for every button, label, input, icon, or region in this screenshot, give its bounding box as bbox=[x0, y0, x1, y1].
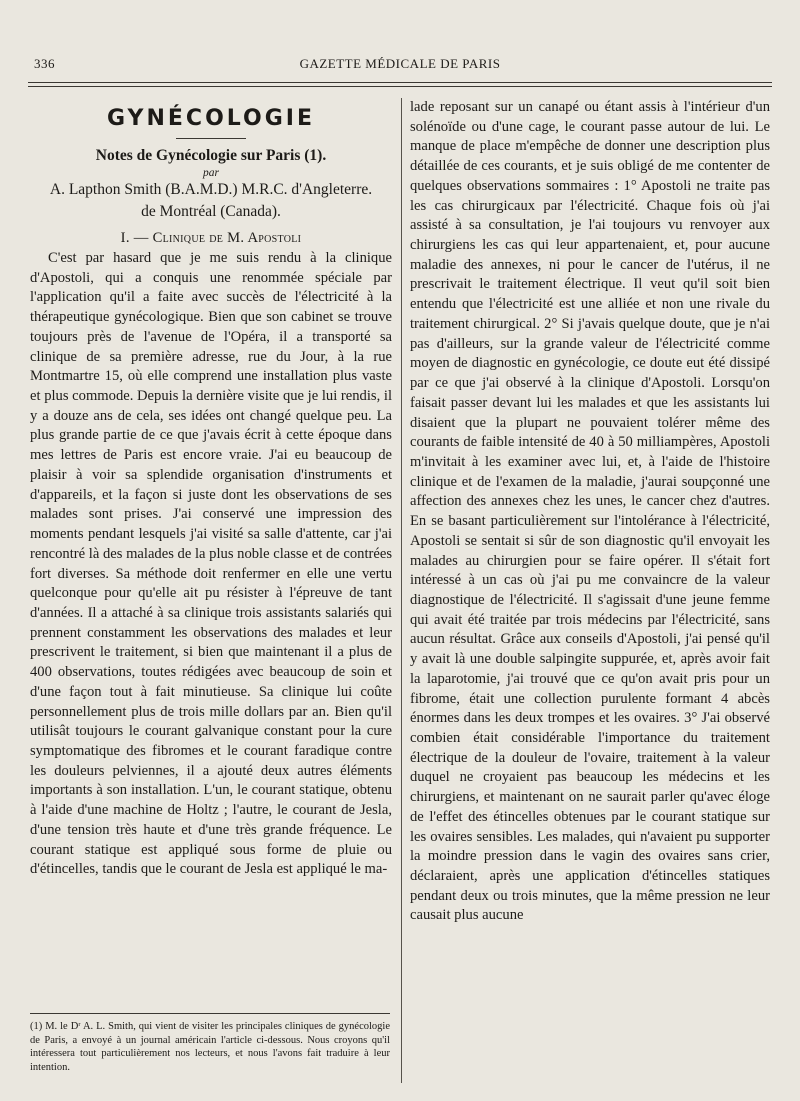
header-rule bbox=[28, 82, 772, 83]
footnote: (1) M. le Dʳ A. L. Smith, qui vient de visiter les principales cliniques de gynécologie de Paris, a envoyé à un journal américain l'article ci-dessous. Nous croyons qu'il intéressera tout particulièrement nos lecteurs, et nous l'avons fait traduire à leur intention. bbox=[30, 1021, 390, 1073]
column-divider bbox=[401, 98, 402, 1083]
header-rule-double bbox=[28, 86, 772, 87]
author-affiliation: de Montréal (Canada). bbox=[141, 203, 281, 220]
footnote-rule bbox=[30, 1013, 390, 1014]
page-number: 336 bbox=[34, 56, 55, 71]
article-author: A. Lapthon Smith (B.A.M.D.) M.R.C. d'Angleterre. bbox=[49, 181, 373, 198]
subsection-heading: I. — Clinique de M. Apostoli bbox=[120, 230, 302, 246]
section-heading: GYNÉCOLOGIE bbox=[106, 106, 315, 131]
body-paragraph-left: C'est par hasard que je me suis rendu à la clinique d'Apostoli, qui a conquis une renommée spéciale par l'application qu'il a faite avec succès de l'électricité à la thérapeutique gynécologique. Bien que son cabinet se trouve toujours près de l'avenue de l'Opéra, il a transporté sa clinique de sa première adresse, rue du Jour, à la rue Montmartre 15, où elle comprend une installation plus vaste et plus commode. Depuis la dernière visite que je lui rendis, il y a douze ans de cela, ses idées ont changé quelque peu. La plus grande partie de ce que j'avais écrit à cette époque dans mes lettres de Paris est encore vraie. J'ai eu beaucoup de plaisir à voir sa splendide organisation d'instruments et d'appareils, et la façon si juste dont les observations de ses malades sont prises. J'ai conservé une impression des moments pendant lesquels j'ai visité sa salle d'attente, car j'ai rencontré là des malades de la plus noble classe et de contrées fort diverses. Sa méthode doit renfermer en elle une vertu quelconque pour qu'elle ait pu résister à l'épreuve de tant d'années. Il a attaché à sa clinique trois assistants salariés qui prennent constamment les observations des malades et leur prescrivent le traitement, si bien que maintenant il a plus de 400 observations, toutes rédigées avec beaucoup de soin et d'une façon tout à fait minutieuse. Sa clinique lui coûte personnellement plus de trois mille dollars par an. Bien qu'il utilisât toujours le courant galvanique constant pour la cure symptomatique des fibromes et le courant faradique contre les douleurs pelviennes, il a ajouté deux autres éléments importants à son installation. L'un, le courant statique, obtenu à l'aide d'une machine de Holtz ; l'autre, le courant de Jesla, d'une tension très haute et d'une très grande fréquence. Le courant statique est appliqué sous forme de pluie ou d'étincelles, tandis que le courant de Jesla est appliqué le ma- bbox=[30, 250, 392, 878]
journal-title: GAZETTE MÉDICALE DE PARIS bbox=[299, 56, 501, 71]
running-head bbox=[34, 56, 766, 76]
right-column bbox=[410, 98, 770, 926]
left-column bbox=[30, 98, 392, 880]
article-title: Notes de Gynécologie sur Paris (1). bbox=[95, 147, 327, 164]
body-paragraph-right: lade reposant sur un canapé ou étant assis à l'intérieur d'un solénoïde ou d'une cage, le courant passe autour de lui. Le manque de place m'empêche de donner une description plus détaillée de ces courants, et je suis obligé de me contenter de quelques observations sommaires : 1° Apostoli ne traite pas les cas chirurgicaux par l'électricité. Chaque fois où j'ai assisté à sa consultation, je l'ai toujours vu renvoyer aux chirurgiens les cas qui leur appartenaient, et, pour aucune maladie des annexes, ni pour le cancer de l'utérus, il ne prescrivait le traitement électrique. Il veut qu'il soit bien entendu que l'électricité est une alliée et non une rivale du traitement chirurgical. 2° Si j'avais quelque doute, que je n'ai pas d'ailleurs, sur la grande valeur de l'électricité comme moyen de diagnostic en gynécologie, ce doute eut été dissipé par ce que j'ai observé à la clinique d'Apostoli. Lorsqu'on faisait passer devant lui les malades et que les assistants lui disaient que la plupart ne pouvaient tolérer même des courants de faible intensité de 40 à 50 milliampères, Apostoli m'invitait à les examiner avec lui, et, à l'aide de l'histoire clinique et de l'examen de la maladie, j'aurai soupçonné une affection des annexes chez les unes, le cancer chez d'autres. En se basant particulièrement sur l'intolérance à l'électricité, Apostoli se sentait si sûr de son diagnostic qu'il envoyait les malades au chirurgien pour se faire opérer. Il s'était fort intéressé à un cas où j'ai pu me convaincre de la valeur diagnostique de l'électricité. Il s'agissait d'une jeune femme qui avait été traitée par trois médecins par l'électricité, sans aucun résultat. Grâce aux conseils d'Apostoli, j'ai pensé qu'il y avait là une double salpingite suppurée, et, après avoir fait la laparotomie, j'ai trouvé que ce qu'on avait pris pour un fibrome, était une collection purulente formant 4 abcès énormes dans les deux trompes et les ovaires. 3° J'ai observé combien était considérable l'importance du traitement électrique de la douleur de l'ovaire, traitement à la valeur duquel ne croyaient pas beaucoup les médecins et les chirurgiens, et maintenant on ne saurait parler qu'avec éloge de l'effet des étincelles obtenues par le courant statique sur les ovaires sensibles. Les malades, qui n'avaient pu supporter la moindre pression dans le vagin des ovaires sans crier, déclaraient, après une application d'étincelles statiques pendant deux ou trois minutes, que la même pression ne leur causait plus aucune bbox=[410, 99, 770, 924]
byline-par: par bbox=[203, 167, 219, 179]
section-heading-rule bbox=[176, 138, 246, 139]
